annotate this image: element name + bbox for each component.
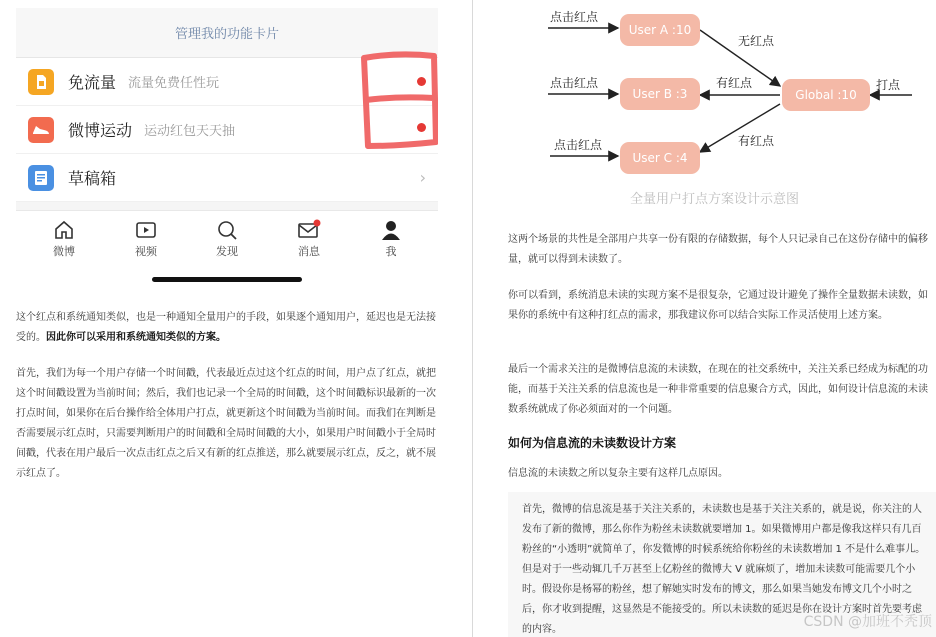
paragraph-4: 你可以看到，系统消息未读的实现方案不是很复杂，它通过设计避免了操作全量数据未读数，如果你的系统中有这种打红点的需求，那我建议你可以结合实际工作灵活使用上述方案。 <box>508 290 928 321</box>
diagram-caption: 全量用户打点方案设计示意图 <box>630 192 800 207</box>
tab-label: 消息 <box>298 245 320 258</box>
menu-item-title: 微博运动 <box>68 121 133 140</box>
node-user-c: User C :4 <box>620 142 700 174</box>
tab-home[interactable] <box>34 219 94 259</box>
sim-card-icon <box>28 69 54 95</box>
tab-label: 视频 <box>135 245 157 258</box>
tab-profile[interactable] <box>361 219 421 259</box>
watermark: CSDN @加班不秃顶 <box>803 614 932 630</box>
paragraph-6: 信息流的未读数之所以复杂主要有这样几点原因。 <box>508 468 728 479</box>
menu-item-subtitle: 运动红包天天抽 <box>144 124 236 139</box>
unread-mark-diagram <box>540 0 920 214</box>
menu-item-title: 免流量 <box>68 73 117 92</box>
tab-label: 发现 <box>216 245 238 258</box>
label-has-dot-b: 有红点 <box>716 76 753 90</box>
paragraph-2: 首先，我们为每一个用户存储一个时间戳，代表最近点过这个红点的时间，用户点了红点，就把这个时间戳设置为当前时间；然后，我们也记录一个全局的时间戳，这个时间戳标识最新的一次打点时间，如果你在后台操作给全体用户打点，就更新这个时间戳为当前时间。而我们在判断是否需要展示红点时，只需要判断用户的时间戳和全局时间戳的大小，如果用户时间戳小于全局时间戳，代表在用户最后一次点击红点之后又有新的红点推送，那么就要展示红点，反之，就不展示红点了。 <box>16 368 436 479</box>
tab-messages[interactable] <box>279 219 339 259</box>
node-global: Global :10 <box>782 79 870 111</box>
home-indicator <box>152 277 302 282</box>
message-icon <box>297 219 321 241</box>
section-heading: 如何为信息流的未读数设计方案 <box>508 436 677 450</box>
sneaker-icon <box>28 117 54 143</box>
tab-label: 微博 <box>53 245 75 258</box>
red-dot-badge <box>417 77 426 86</box>
draft-icon <box>28 165 54 191</box>
discover-icon <box>216 219 238 241</box>
node-user-a: User A :10 <box>620 14 700 46</box>
paragraph-5: 最后一个需求关注的是微博信息流的未读数，在现在的社交系统中，关注关系已经成为标配的功能，而基于关注关系的信息流也是一种非常重要的信息聚合方式，因此，如何设计信息流的未读数系统就成了你必须面对的一个问题。 <box>508 364 928 415</box>
manage-cards-link[interactable]: 管理我的功能卡片 <box>16 8 438 58</box>
profile-icon <box>380 219 402 241</box>
label-mark: 打点 <box>876 78 901 92</box>
home-icon <box>53 219 75 241</box>
menu-item-subtitle: 流量免费任性玩 <box>128 76 220 91</box>
blockquote: 首先，微博的信息流是基于关注关系的，未读数也是基于关注关系的，就是说，你关注的人发布了新的微博，那么你作为粉丝未读数就要增加 1。如果微博用户都是像我这样只有几百粉丝的“小透明”就简单了，你发微博的时候系统给你粉丝的未读数增加 1 不是什么难事儿。但是对于一些动辄几千万甚至上亿粉丝的微博大 V 就麻烦了，增加未读数可能需要几个小时。假设你是杨幂的粉丝，想了解她实时发布的博文，那么如果当她发布博文几个小时之后，你才收到提醒，这显然是不能接受的。所以未读数的延迟是你在设计方案时首先要考虑的内容。 <box>508 492 936 637</box>
paragraph-text: 这个红点和系统通知类似，也是一种通知全量用户的手段，如果逐个通知用户，延迟也是无法接受的。 <box>16 312 436 343</box>
label-click-c: 点击红点 <box>554 138 603 152</box>
label-has-dot-c: 有红点 <box>738 134 775 148</box>
tab-discover[interactable] <box>197 219 257 259</box>
menu-item-drafts[interactable] <box>16 154 438 202</box>
paragraph-bold: 因此你可以采用和系统通知类似的方案。 <box>46 332 226 343</box>
menu-item-sport[interactable] <box>16 106 438 154</box>
node-user-b: User B :3 <box>620 78 700 110</box>
menu-item-free-data[interactable] <box>16 58 438 106</box>
video-icon <box>135 219 157 241</box>
chevron-right-icon: › <box>419 168 426 187</box>
menu-item-title: 草稿箱 <box>68 169 117 188</box>
paragraph-1 <box>16 308 442 348</box>
red-dot-badge <box>417 123 426 132</box>
tab-label: 我 <box>385 245 397 258</box>
label-click-a: 点击红点 <box>550 10 599 24</box>
tab-video[interactable] <box>116 219 176 259</box>
bottom-tab-bar <box>16 210 438 290</box>
page-divider <box>472 0 473 637</box>
label-no-dot: 无红点 <box>738 34 775 48</box>
phone-screenshot <box>16 8 438 290</box>
paragraph-3: 这两个场景的共性是全部用户共享一份有限的存储数据，每个人只记录自己在这份存储中的偏移量，就可以得到未读数了。 <box>508 234 928 265</box>
label-click-b: 点击红点 <box>550 76 599 90</box>
left-page <box>0 0 460 637</box>
